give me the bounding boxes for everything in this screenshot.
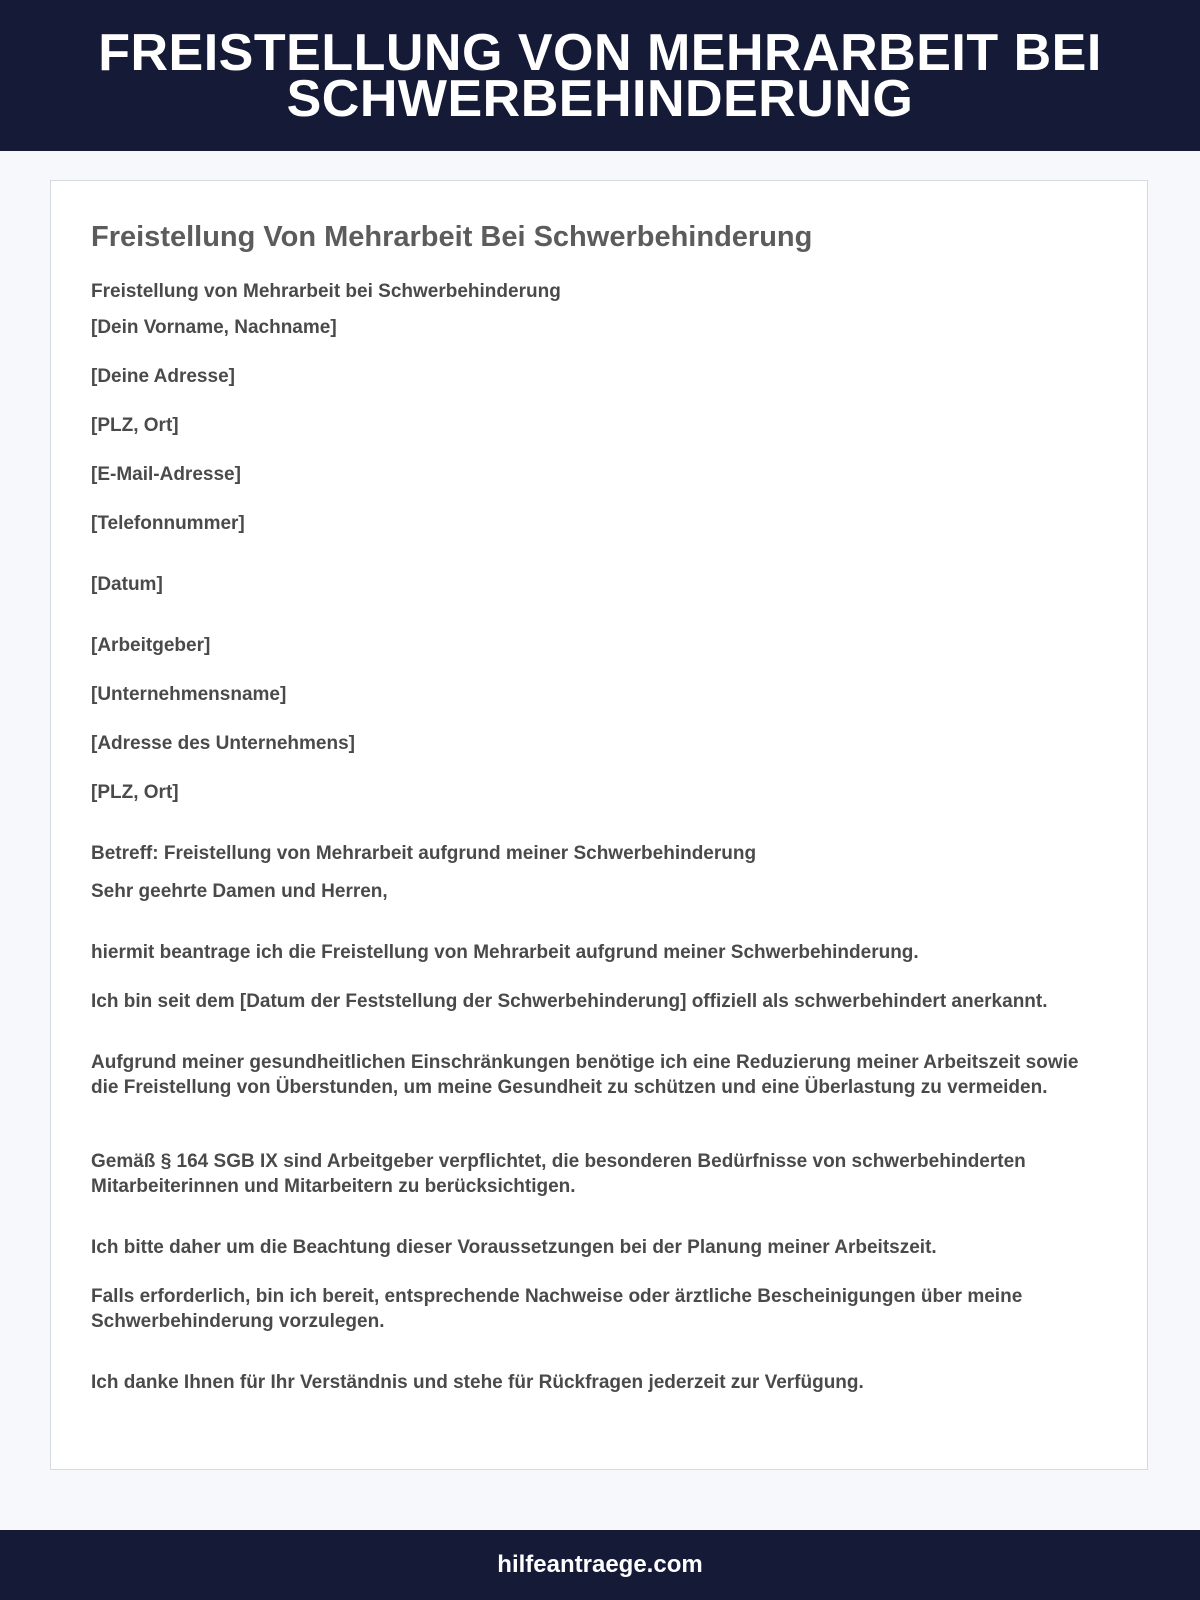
page-header — [0, 0, 1200, 151]
sender-email: [E-Mail-Adresse] — [91, 464, 241, 485]
footer-site-link[interactable]: hilfeantraege.com — [497, 1551, 703, 1578]
paragraph: Gemäß § 164 SGB IX sind Arbeitgeber verpflichtet, die besonderen Bedürfnisse von schwerbehinderten Mitarbeiterinnen und Mitarbeitern zu berücksichtigen. — [91, 1151, 1026, 1197]
paragraph: Ich bin seit dem [Datum der Feststellung der Schwerbehinderung] offiziell als schwerbehindert anerkannt. — [91, 991, 1048, 1012]
recipient-address: [Adresse des Unternehmens] — [91, 733, 355, 754]
sender-address: [Deine Adresse] — [91, 366, 235, 387]
sender-city: [PLZ, Ort] — [91, 415, 179, 436]
paragraph: Ich danke Ihnen für Ihr Verständnis und stehe für Rückfragen jederzeit zur Verfügung. — [91, 1372, 864, 1393]
page-footer — [0, 1530, 1200, 1600]
document-title: Freistellung Von Mehrarbeit Bei Schwerbehinderung — [91, 221, 813, 253]
recipient-company: [Unternehmensname] — [91, 684, 287, 705]
sender-phone: [Telefonnummer] — [91, 513, 245, 534]
letter-salutation: Sehr geehrte Damen und Herren, — [91, 881, 388, 902]
letter-subject: Betreff: Freistellung von Mehrarbeit aufgrund meiner Schwerbehinderung — [91, 843, 757, 864]
recipient-employer: [Arbeitgeber] — [91, 635, 211, 656]
letter-date: [Datum] — [91, 574, 163, 595]
page-title: FREISTELLUNG VON MEHRARBEIT BEI SCHWERBEHINDERUNG — [98, 23, 1102, 128]
sender-name: [Dein Vorname, Nachname] — [91, 317, 337, 338]
letter-card — [50, 180, 1148, 1470]
paragraph: hiermit beantrage ich die Freistellung von Mehrarbeit aufgrund meiner Schwerbehinderung. — [91, 942, 919, 963]
paragraph: Ich bitte daher um die Beachtung dieser Voraussetzungen bei der Planung meiner Arbeitszeit. — [91, 1237, 937, 1258]
paragraph: Aufgrund meiner gesundheitlichen Einschränkungen benötige ich eine Reduzierung meiner Arbeitszeit sowie die Freistellung von Überstunden, um meine Gesundheit zu schützen und eine Überlastung zu vermeiden. — [91, 1052, 1079, 1098]
recipient-city: [PLZ, Ort] — [91, 782, 179, 803]
paragraph: Falls erforderlich, bin ich bereit, entsprechende Nachweise oder ärztliche Bescheinigungen über meine Schwerbehinderung vorzulegen. — [91, 1286, 1023, 1332]
document-subtitle: Freistellung von Mehrarbeit bei Schwerbehinderung — [91, 281, 561, 302]
